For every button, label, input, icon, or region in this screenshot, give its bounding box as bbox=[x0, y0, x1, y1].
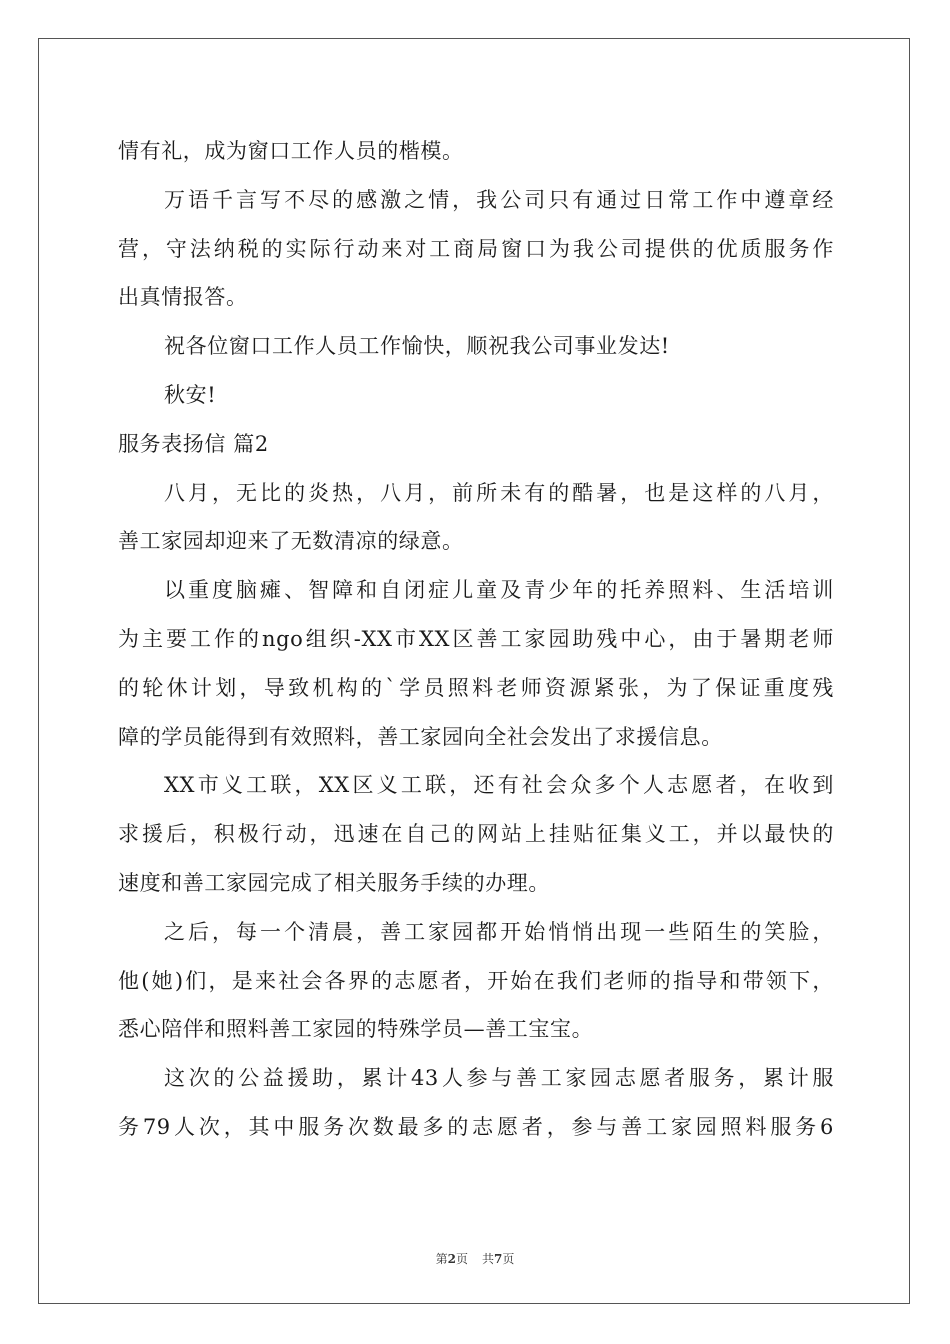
text-line: 祝各位窗口工作人员工作愉快，顺祝我公司事业发达! bbox=[164, 334, 670, 359]
text-line: 万语千言写不尽的感激之情，我公司只有通过日常工作中遵章经 bbox=[164, 187, 834, 212]
text-line: 秋安! bbox=[164, 382, 217, 407]
total-pages-suffix: 页 bbox=[502, 1252, 515, 1266]
text-line: XX市义工联，XX区义工联，还有社会众多个人志愿者，在收到 bbox=[164, 773, 834, 798]
text-line: 之后，每一个清晨，善工家园都开始悄悄出现一些陌生的笑脸， bbox=[164, 919, 834, 944]
text-line: 速度和善工家园完成了相关服务手续的办理。 bbox=[118, 870, 550, 895]
text-line: 八月，无比的炎热，八月，前所未有的酷暑，也是这样的八月， bbox=[164, 480, 834, 505]
text-line: 悉心陪伴和照料善工家园的特殊学员—善工宝宝。 bbox=[118, 1017, 594, 1042]
text-line: 情有礼，成为窗口工作人员的楷模。 bbox=[118, 139, 464, 163]
text-line: 营，守法纳税的实际行动来对工商局窗口为我公司提供的优质服务作 bbox=[118, 236, 834, 261]
text-line: 障的学员能得到有效照料，善工家园向全社会发出了求援信息。 bbox=[118, 724, 723, 749]
document-body bbox=[118, 127, 834, 1152]
text-line: 他(她)们，是来社会各界的志愿者，开始在我们老师的指导和带领下， bbox=[118, 968, 834, 993]
text-line: 务79人次，其中服务次数最多的志愿者，参与善工家园照料服务6 bbox=[118, 1114, 834, 1139]
section-heading: 服务表扬信 篇2 bbox=[118, 431, 269, 456]
text-line: 这次的公益援助，累计43人参与善工家园志愿者服务，累计服 bbox=[164, 1066, 834, 1091]
total-page-count: 7 bbox=[494, 1252, 503, 1266]
text-line: 为主要工作的ngo组织-XX市XX区善工家园助残中心，由于暑期老师 bbox=[118, 626, 834, 651]
text-line: 出真情报答。 bbox=[118, 285, 248, 310]
page-footer bbox=[0, 1250, 950, 1267]
current-page-number: 2 bbox=[447, 1252, 456, 1266]
page-number-prefix: 第 bbox=[435, 1252, 448, 1266]
text-line: 以重度脑瘫、智障和自闭症儿童及青少年的托养照料、生活培训 bbox=[164, 578, 834, 603]
text-line: 的轮休计划，导致机构的`学员照料老师资源紧张，为了保证重度残 bbox=[118, 675, 834, 700]
page-number-suffix: 页 bbox=[455, 1252, 468, 1266]
total-pages-prefix: 共 bbox=[482, 1252, 495, 1266]
text-line: 善工家园却迎来了无数清凉的绿意。 bbox=[118, 529, 464, 554]
text-line: 求援后，积极行动，迅速在自己的网站上挂贴征集义工，并以最快的 bbox=[118, 822, 834, 847]
